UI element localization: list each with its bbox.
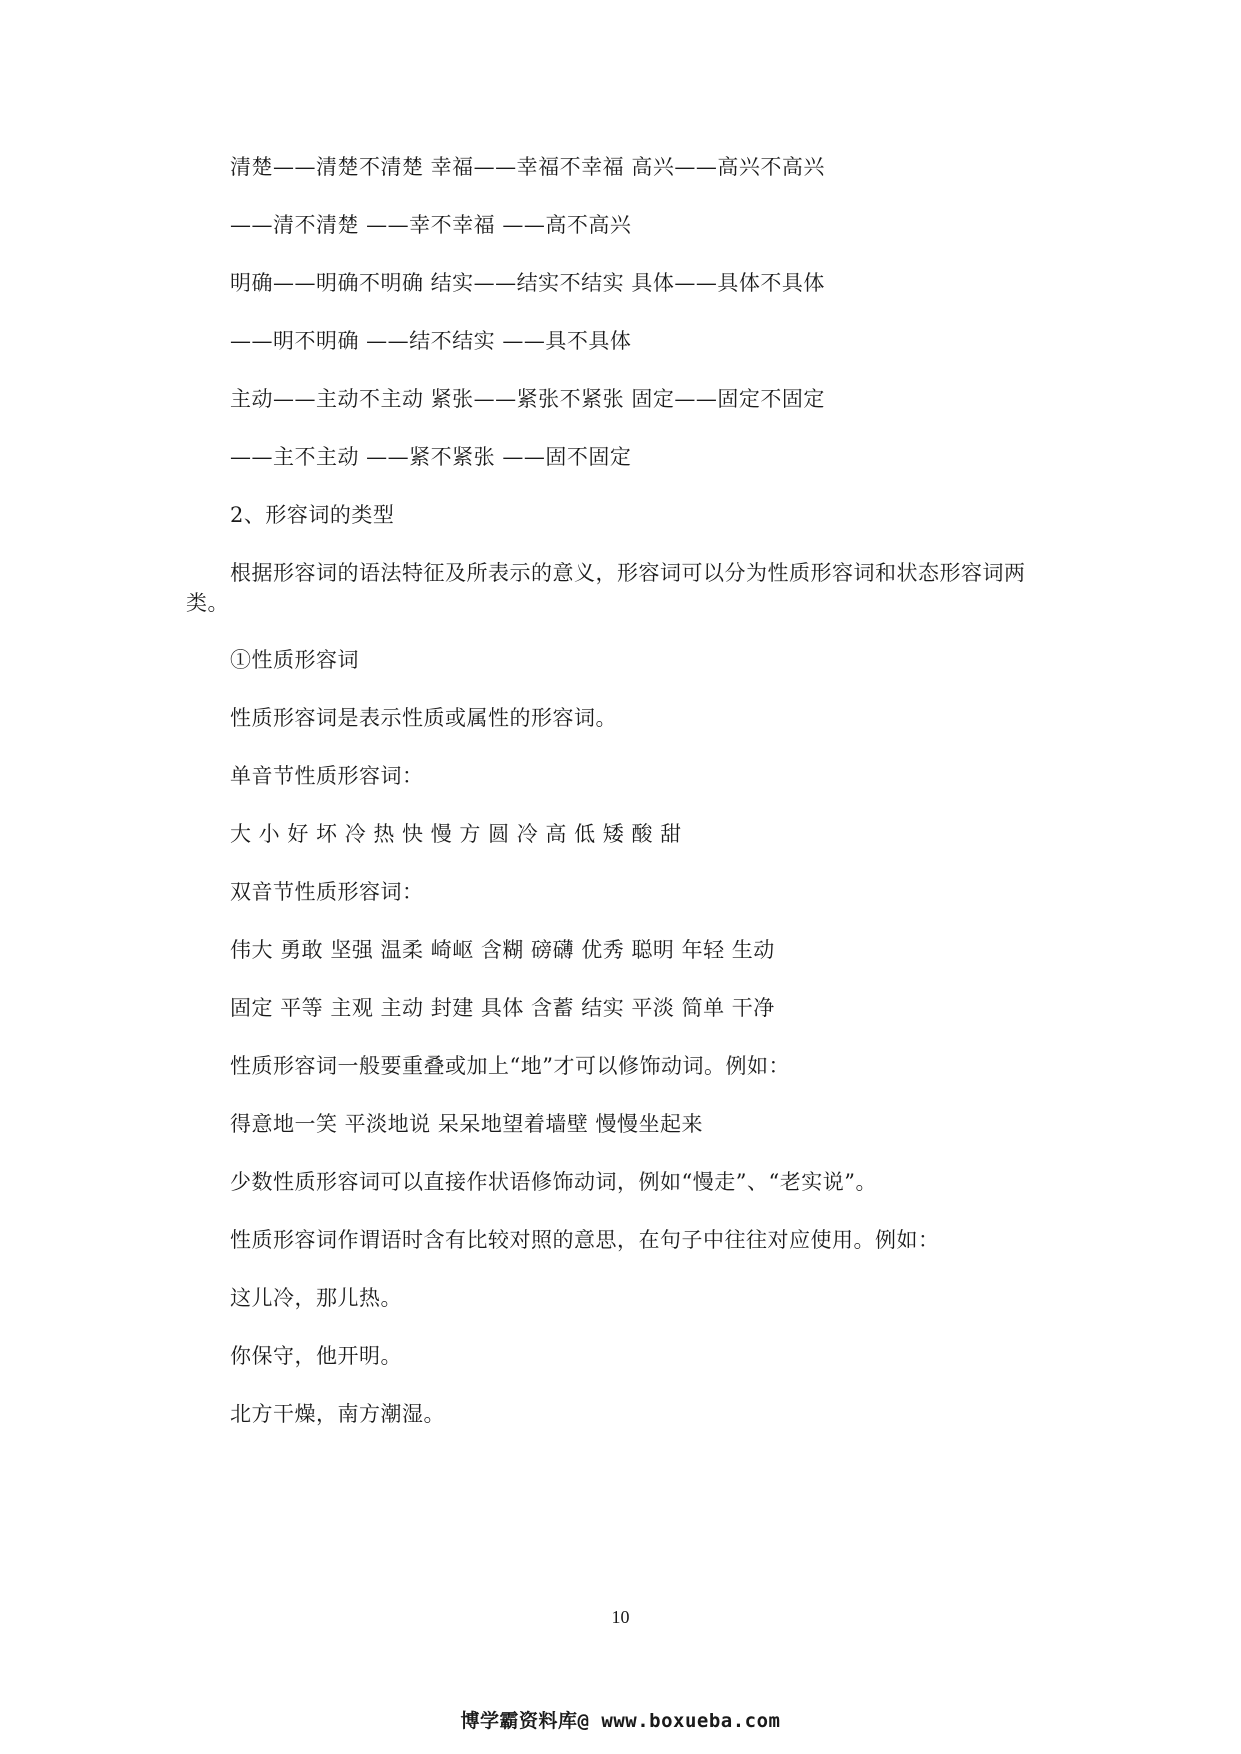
example-line: 北方干燥，南方潮湿。 bbox=[230, 1402, 445, 1426]
text-line: 少数性质形容词可以直接作状语修饰动词，例如“慢走”、“老实说”。 bbox=[230, 1170, 877, 1194]
page-number: 10 bbox=[611, 1607, 630, 1627]
text-line: ——清不清楚 ——幸不幸福 ——高不高兴 bbox=[230, 213, 632, 237]
text-line: 性质形容词是表示性质或属性的形容词。 bbox=[230, 706, 617, 730]
example-line: 这儿冷，那儿热。 bbox=[230, 1286, 402, 1310]
text-line: 性质形容词作谓语时含有比较对照的意思，在句子中往往对应使用。例如： bbox=[230, 1228, 940, 1252]
paragraph: 根据形容词的语法特征及所表示的意义，形容词可以分为性质形容词和状态形容词两类。 bbox=[186, 561, 1026, 615]
text-line: 双音节性质形容词： bbox=[230, 880, 424, 904]
word-list: 大 小 好 坏 冷 热 快 慢 方 圆 冷 高 低 矮 酸 甜 bbox=[230, 822, 682, 846]
subsection-heading: ①性质形容词 bbox=[230, 648, 359, 672]
footer-watermark: 博学霸资料库@ www.boxueba.com bbox=[460, 1710, 781, 1732]
example-line: 得意地一笑 平淡地说 呆呆地望着墙壁 慢慢坐起来 bbox=[230, 1112, 704, 1136]
word-list: 固定 平等 主观 主动 封建 具体 含蓄 结实 平淡 简单 干净 bbox=[230, 996, 775, 1020]
text-line: 主动——主动不主动 紧张——紧张不紧张 固定——固定不固定 bbox=[230, 387, 825, 411]
text-line: 性质形容词一般要重叠或加上“地”才可以修饰动词。例如： bbox=[230, 1054, 790, 1078]
example-line: 你保守，他开明。 bbox=[230, 1344, 402, 1368]
section-heading: 2、形容词的类型 bbox=[230, 503, 395, 527]
text-line: 清楚——清楚不清楚 幸福——幸福不幸福 高兴——高兴不高兴 bbox=[230, 155, 825, 179]
text-line: 明确——明确不明确 结实——结实不结实 具体——具体不具体 bbox=[230, 271, 825, 295]
text-line: 单音节性质形容词： bbox=[230, 764, 424, 788]
word-list: 伟大 勇敢 坚强 温柔 崎岖 含糊 磅礴 优秀 聪明 年轻 生动 bbox=[230, 938, 775, 962]
text-line: ——明不明确 ——结不结实 ——具不具体 bbox=[230, 329, 632, 353]
text-line: ——主不主动 ——紧不紧张 ——固不固定 bbox=[230, 445, 632, 469]
